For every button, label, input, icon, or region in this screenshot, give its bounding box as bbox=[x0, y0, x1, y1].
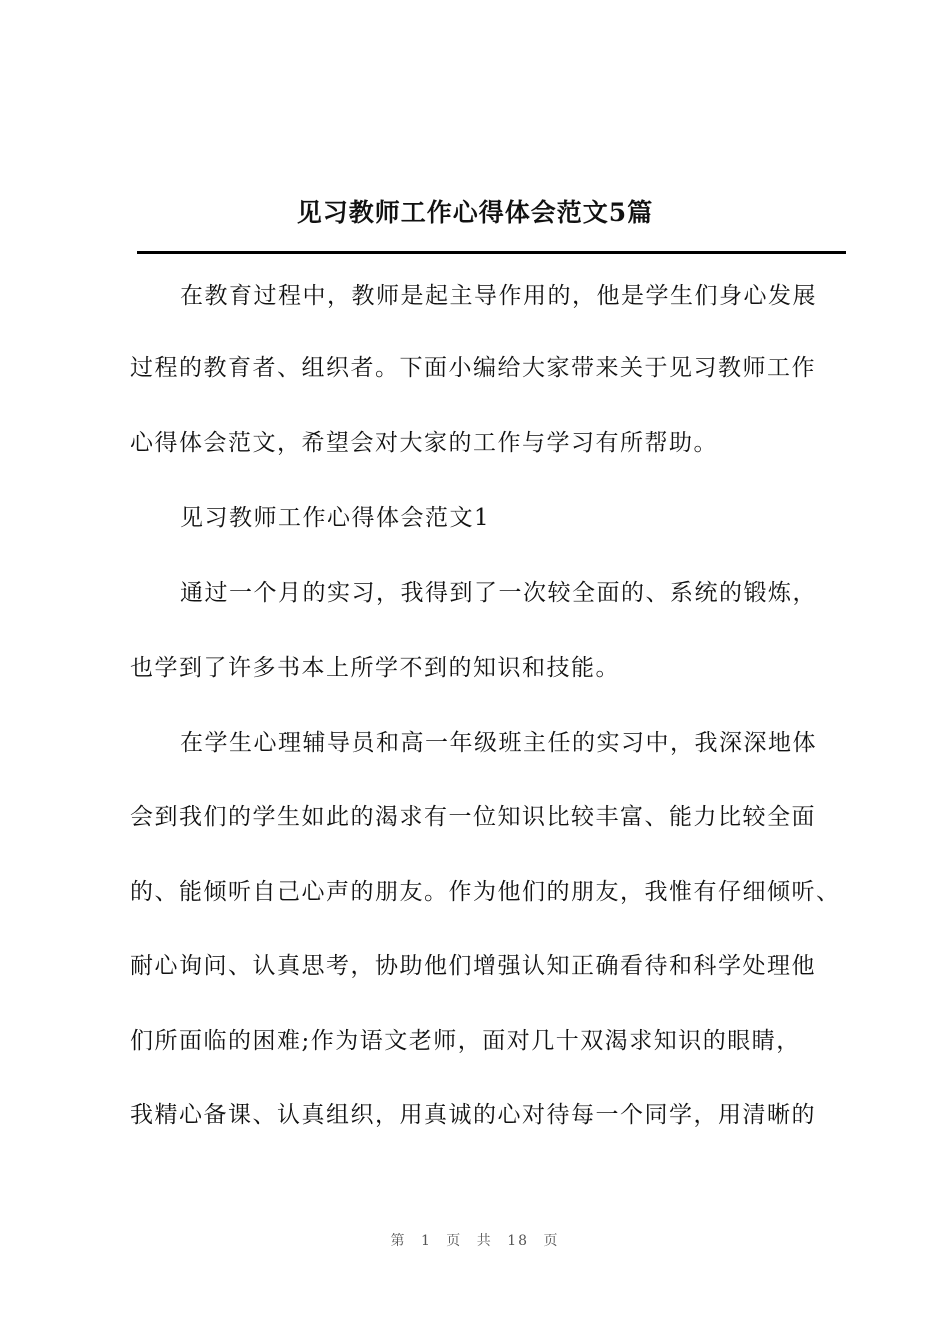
body-line: 心得体会范文，希望会对大家的工作与学习有所帮助。 bbox=[130, 430, 718, 456]
body-line: 会到我们的学生如此的渴求有一位知识比较丰富、能力比较全面 bbox=[130, 804, 816, 830]
body-line: 我精心备课、认真组织，用真诚的心对待每一个同学，用清晰的 bbox=[130, 1102, 816, 1128]
body-line: 也学到了许多书本上所学不到的知识和技能。 bbox=[130, 655, 620, 681]
body-line: 在学生心理辅导员和高一年级班主任的实习中，我深深地体 bbox=[180, 730, 817, 756]
page-number-footer: 第 1 页 共 18 页 bbox=[390, 1233, 560, 1249]
title-underline bbox=[137, 251, 846, 254]
body-line: 的、能倾听自己心声的朋友。作为他们的朋友，我惟有仔细倾听、 bbox=[130, 879, 841, 905]
body-line: 通过一个月的实习，我得到了一次较全面的、系统的锻炼， bbox=[180, 580, 817, 606]
body-line: 在教育过程中，教师是起主导作用的，他是学生们身心发展 bbox=[180, 283, 817, 309]
body-line: 耐心询问、认真思考，协助他们增强认知正确看待和科学处理他 bbox=[130, 953, 816, 979]
document-title: 见习教师工作心得体会范文5篇 bbox=[296, 198, 654, 227]
body-line: 们所面临的困难;作为语文老师，面对几十双渴求知识的眼睛， bbox=[130, 1028, 801, 1054]
body-line: 过程的教育者、组织者。下面小编给大家带来关于见习教师工作 bbox=[130, 355, 816, 381]
section-heading: 见习教师工作心得体会范文1 bbox=[180, 505, 491, 531]
